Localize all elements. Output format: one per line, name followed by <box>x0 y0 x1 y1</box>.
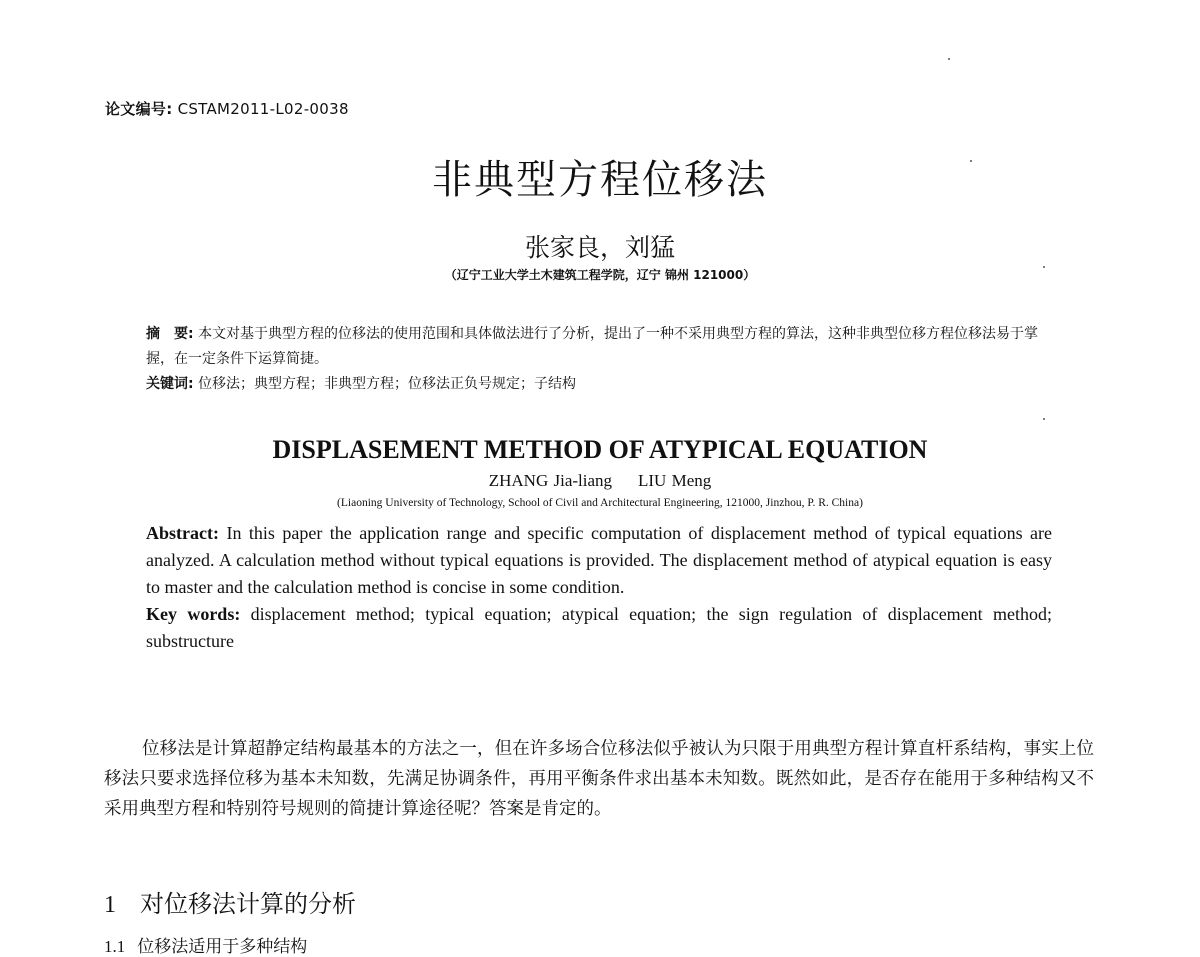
author-en-2: LIU Meng <box>638 471 712 490</box>
paper-id-value: CSTAM2011-L02-0038 <box>177 100 349 118</box>
abstract-en-text: In this paper the application range and specific computation of displacement method of typical equations are analyzed. A calculation method without typical equations is provided. The displacement method of atypical equation is easy to master and the calculation method is concise in some condition. <box>146 523 1053 597</box>
abstract-cn-text: 本文对基于典型方程的位移法的使用范围和具体做法进行了分析，提出了一种不采用典型方程的算法，这种非典型位移方程位移法易于掌握，在一定条件下运算简捷。 <box>146 326 1039 367</box>
scan-speck <box>1043 418 1045 420</box>
scan-speck <box>948 58 950 60</box>
keywords-cn-text: 位移法；典型方程；非典型方程；位移法正负号规定；子结构 <box>198 376 577 392</box>
paper-id-label: 论文编号: <box>105 100 173 118</box>
affiliation-cn: （辽宁工业大学土木建筑工程学院，辽宁 锦州 121000） <box>444 268 756 282</box>
section-1-1-heading <box>104 932 307 957</box>
section-1-number: 1 <box>104 892 116 918</box>
abstract-en <box>146 520 1052 601</box>
keywords-en <box>146 601 1052 655</box>
scan-speck <box>970 160 972 162</box>
section-1-1-title: 位移法适用于多种结构 <box>137 937 308 957</box>
title-en: DISPLASEMENT METHOD OF ATYPICAL EQUATION <box>272 435 928 464</box>
paper-id <box>105 98 349 119</box>
keywords-cn-label: 关键词: <box>146 376 194 392</box>
affiliation-en: (Liaoning University of Technology, School of Civil and Architectural Engineering, 121000, Jinzhou, P. R. China) <box>337 497 863 509</box>
section-1-1-number: 1.1 <box>104 937 126 956</box>
abstract-en-block <box>146 520 1052 655</box>
scan-speck <box>1043 266 1045 268</box>
abstract-cn-label: 摘 要: <box>146 326 194 342</box>
intro-paragraph: 位移法是计算超静定结构最基本的方法之一，但在许多场合位移法似乎被认为只限于用典型方程计算直杆系结构，事实上位移法只要求选择位移为基本未知数，先满足协调条件，再用平衡条件求出基本未知数。既然如此，是否存在能用于多种结构又不采用典型方程和特别符号规则的简捷计算途径呢？答案是肯定的。 <box>104 739 1094 819</box>
authors-cn: 张家良，刘猛 <box>524 233 675 262</box>
section-1-title: 对位移法计算的分析 <box>140 890 356 918</box>
abstract-cn-block <box>146 322 1066 397</box>
keywords-en-label: Key words: <box>146 604 241 624</box>
authors-en <box>0 471 1200 491</box>
abstract-cn <box>146 322 1066 372</box>
keywords-cn <box>146 372 1066 397</box>
title-cn: 非典型方程位移法 <box>432 157 768 203</box>
author-en-1: ZHANG Jia-liang <box>488 471 613 490</box>
section-1-heading <box>104 884 356 919</box>
abstract-en-label: Abstract: <box>146 523 219 543</box>
keywords-en-text: displacement method; typical equation; atypical equation; the sign regulation of displacement method; substructure <box>146 604 1052 651</box>
